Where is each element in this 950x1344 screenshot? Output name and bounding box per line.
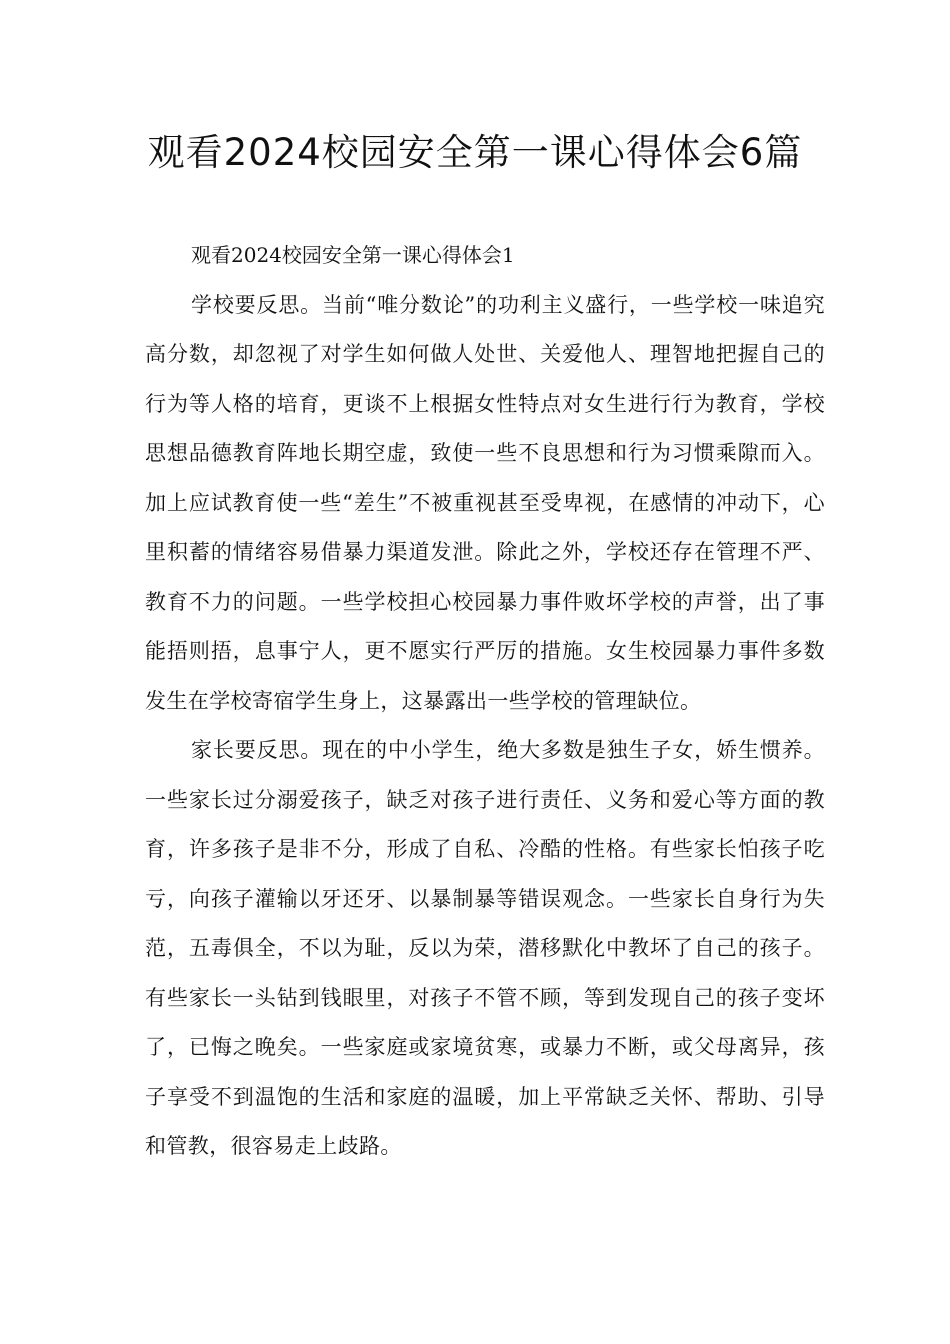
paragraph-parent-reflection: 家长要反思。现在的中小学生，绝大多数是独生子女，娇生惯养。一些家长过分溺爱孩子，缺乏对孩子进行责任、义务和爱心等方面的教育，许多孩子是非不分，形成了自私、冷酷的性格。有些家长怕孩子吃亏，向孩子灌输以牙还牙、以暴制暴等错误观念。一些家长自身行为失范，五毒俱全，不以为耻，反以为荣，潜移默化中教坏了自己的孩子。有些家长一头钻到钱眼里，对孩子不管不顾，等到发现自己的孩子变坏了，已悔之晚矣。一些家庭或家境贫寒，或暴力不断，或父母离异，孩子享受不到温饱的生活和家庭的温暖，加上平常缺乏关怀、帮助、引导和管教，很容易走上歧路。	[145, 738, 825, 1158]
document-body	[145, 231, 825, 1172]
document-title: 观看2024校园安全第一课心得体会6篇	[147, 131, 803, 174]
section-heading: 观看2024校园安全第一课心得体会1	[191, 243, 515, 267]
paragraph-school-reflection: 学校要反思。当前“唯分数论”的功利主义盛行，一些学校一味追究高分数，却忽视了对学生如何做人处世、关爱他人、理智地把握自己的行为等人格的培育，更谈不上根据女性特点对女生进行行为教育，学校思想品德教育阵地长期空虚，致使一些不良思想和行为习惯乘隙而入。加上应试教育使一些“差生”不被重视甚至受卑视，在感情的冲动下，心里积蓄的情绪容易借暴力渠道发泄。除此之外，学校还存在管理不严、教育不力的问题。一些学校担心校园暴力事件败坏学校的声誉，出了事能捂则捂，息事宁人，更不愿实行严厉的措施。女生校园暴力事件多数发生在学校寄宿学生身上，这暴露出一些学校的管理缺位。	[145, 292, 825, 713]
